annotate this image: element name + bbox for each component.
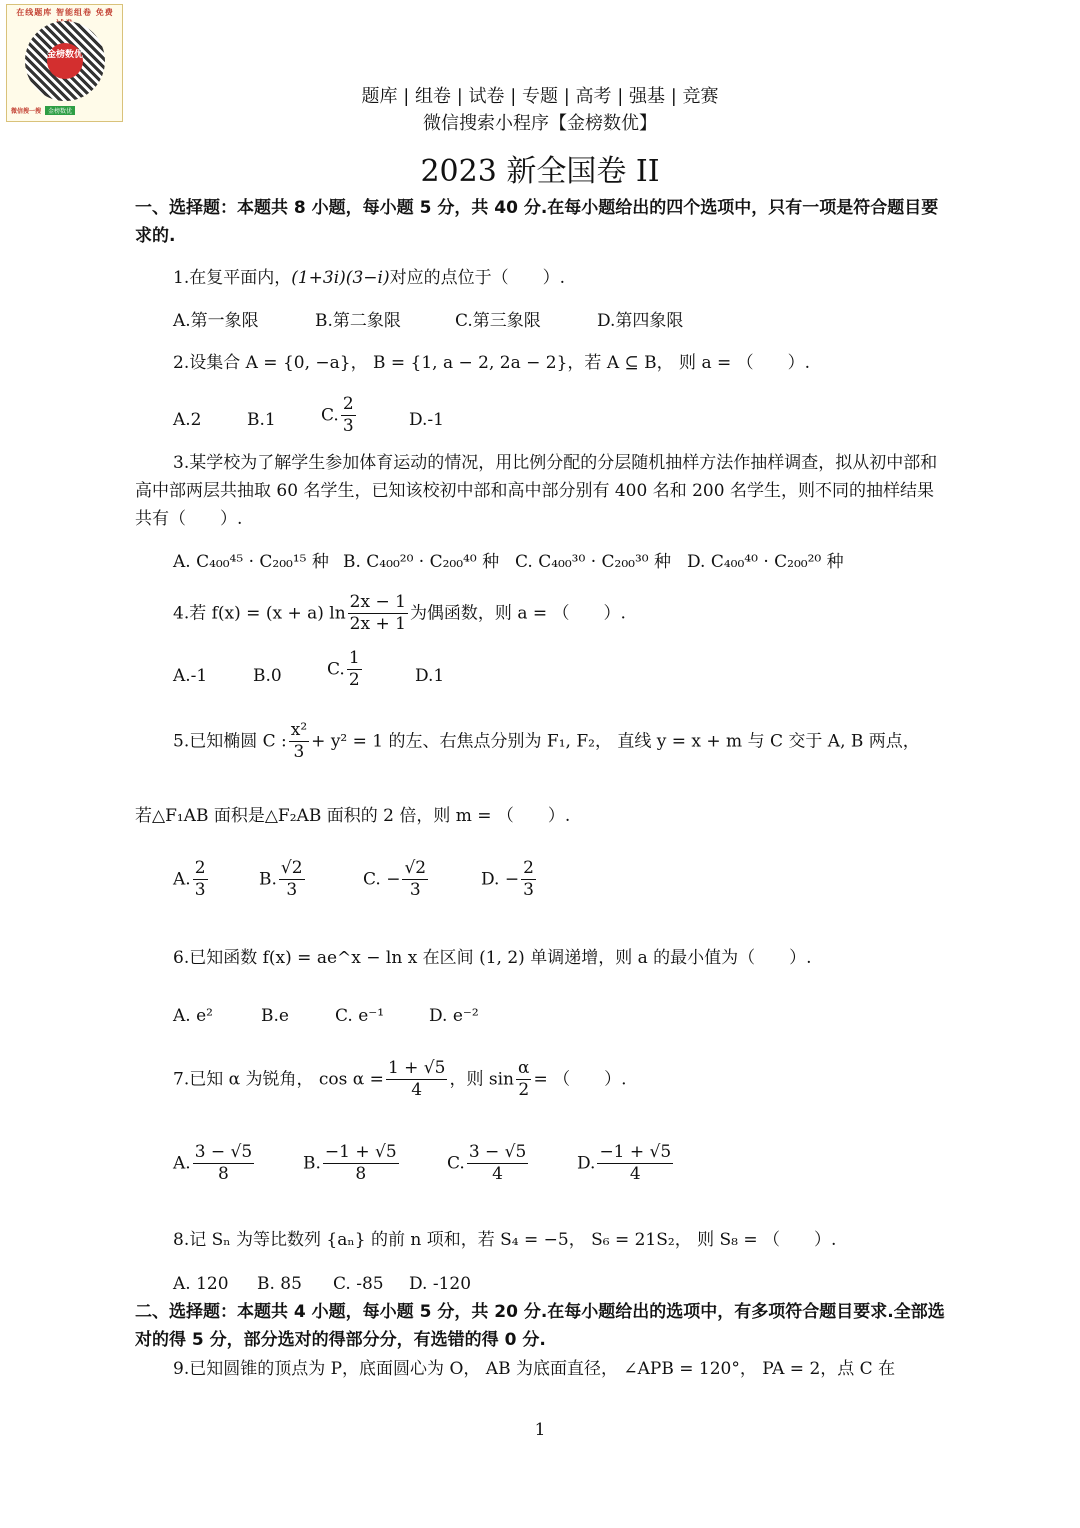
q4-c-den: 2 [348,670,360,691]
q5-den: 3 [293,742,305,763]
q4-stem-b: 为偶函数，则 a = （ ）. [409,603,626,624]
q4-num: 2x − 1 [348,592,408,614]
question-5-stem [135,720,988,764]
q7-stem-a: 7.已知 α 为锐角， cos α = [173,1069,384,1090]
page-number: 1 [534,1420,546,1440]
q2-c-pre: C. [321,405,339,426]
q8-option-d[interactable]: D. -120 [409,1274,472,1294]
q5-stem-a: 5.已知椭圆 C : [173,731,287,752]
section-2-heading: 二、选择题：本题共 4 小题，每小题 5 分，共 20 分.在每小题给出的选项中，有多项符合题目要求.全部选对的得 5 分，部分选对的得部分分，有选错的得 0 分. [135,1302,945,1350]
q5-d-num: 2 [521,858,536,880]
q5-d-den: 3 [523,880,534,901]
question-5-options [135,858,950,918]
q7-den: 4 [411,1080,423,1101]
q5-b-den: 3 [286,880,298,901]
q2-option-d[interactable]: D.-1 [409,410,444,430]
question-5-stem-cont: 若△F₁AB 面积是△F₂AB 面积的 2 倍，则 m = （ ）. [135,806,571,826]
q3-option-b[interactable]: B. C₄₀₀²⁰ · C₂₀₀⁴⁰ 种 [343,552,500,572]
q1-option-c[interactable]: C.第三象限 [455,311,541,331]
q2-option-c[interactable] [321,394,358,438]
q6-option-a[interactable]: A. e² [173,1006,213,1026]
qr-footer-left: 微信搜一搜 [11,108,42,115]
q5-option-c[interactable] [363,858,430,902]
q7-b-num: −1 + √5 [323,1142,399,1164]
q1-expr: (1+3i)(3−i) [291,268,390,288]
q1-stem-a: 1.在复平面内， [173,268,292,288]
q8-option-b[interactable]: B. 85 [257,1274,302,1294]
q7-a-pre: A. [173,1153,191,1174]
q5-num: x² [289,720,309,742]
question-7-options [135,1142,950,1202]
q7-d-num: −1 + √5 [597,1142,673,1164]
q7-b-pre: B. [303,1153,321,1174]
q7-stem-c: = （ ）. [533,1069,627,1090]
q7-den2: 2 [518,1080,530,1101]
q7-stem-b: ，则 sin [449,1069,514,1090]
q5-a-den: 3 [194,880,206,901]
q6-option-d[interactable]: D. e⁻² [429,1006,479,1026]
q5-stem-b: + y² = 1 的左、右焦点分别为 F₁, F₂， 直线 y = x + m 与 C 交于 A, B 两点， [311,731,920,752]
q4-c-num: 1 [347,648,362,670]
q7-option-b[interactable] [303,1142,401,1186]
q7-num2: α [516,1058,531,1080]
brand-logo: 金榜数优 [47,43,83,79]
q4-option-a[interactable]: A.-1 [173,666,208,686]
q2-option-b[interactable]: B.1 [247,410,276,430]
q5-b-pre: B. [259,869,277,890]
q7-option-a[interactable] [173,1142,256,1186]
q2-c-den: 3 [342,416,354,437]
q5-a-pre: A. [173,869,191,890]
q4-option-d[interactable]: D.1 [415,666,445,686]
q5-b-num: √2 [279,858,305,880]
q7-a-den: 8 [218,1164,229,1185]
q7-d-den: 4 [629,1164,641,1185]
question-7-stem [135,1058,988,1102]
q1-option-b[interactable]: B.第二象限 [315,311,401,331]
section-1-heading: 一、选择题：本题共 8 小题，每小题 5 分，共 40 分.在每小题给出的四个选项中，只有一项是符合题目要求的. [135,198,939,246]
q3-option-d[interactable]: D. C₄₀₀⁴⁰ · C₂₀₀²⁰ 种 [687,552,844,572]
question-2-stem: 2.设集合 A = {0, −a}， B = {1, a − 2, 2a − 2}，若 A ⊆ B， 则 a = （ ）. [173,353,811,373]
q2-option-a[interactable]: A.2 [173,410,202,430]
question-9-stem: 9.已知圆锥的顶点为 P，底面圆心为 O， AB 为底面直径， ∠APB = 120°， PA = 2，点 C 在 [173,1359,896,1379]
q5-d-pre: D. − [481,869,520,890]
q3-option-a[interactable]: A. C₄₀₀⁴⁵ · C₂₀₀¹⁵ 种 [173,552,329,572]
q7-option-d[interactable] [577,1142,675,1186]
q6-option-c[interactable]: C. e⁻¹ [335,1006,385,1026]
question-8-stem: 8.记 Sₙ 为等比数列 {aₙ} 的前 n 项和，若 S₄ = −5， S₆ = 21S₂， 则 S₈ = （ ）. [173,1230,837,1250]
qr-arc-text: 在线题库 智能组卷 免费 [16,7,114,17]
q7-a-num: 3 − √5 [193,1142,255,1164]
q5-option-b[interactable] [259,858,307,902]
q5-c-pre: C. − [363,869,401,890]
q1-stem-b: 对应的点位于（ ）. [389,268,565,288]
question-4-options [135,648,950,700]
q7-c-den: 4 [492,1164,503,1185]
q7-num: 1 + √5 [386,1058,448,1080]
q5-option-a[interactable] [173,858,210,902]
q4-c-pre: C. [327,659,345,680]
q1-option-d[interactable]: D.第四象限 [597,311,684,331]
q2-c-num: 2 [341,394,356,416]
q4-option-b[interactable]: B.0 [253,666,282,686]
header-subtitle: 微信搜索小程序【金榜数优】 [423,113,657,134]
question-6-stem: 6.已知函数 f(x) = ae^x − ln x 在区间 (1, 2) 单调递增，则 a 的最小值为（ ）. [173,948,812,968]
question-3-stem: 3.某学校为了解学生参加体育运动的情况，用比例分配的分层随机抽样方法作抽样调查，拟从初中部和高中部两层共抽取 60 名学生，已知该校初中部和高中部分别有 400 名和 200 名学生，则不同的抽样结果共有（ ）. [135,453,938,529]
q5-option-d[interactable] [481,858,538,902]
q5-a-num: 2 [193,858,208,880]
q7-c-pre: C. [447,1153,465,1174]
q7-d-pre: D. [577,1153,596,1174]
page-title: 2023 新全国卷 II [420,154,660,189]
q8-option-a[interactable]: A. 120 [173,1274,229,1294]
question-2-options [135,394,950,444]
q7-c-num: 3 − √5 [467,1142,529,1164]
question-1-stem [135,264,988,292]
q8-option-c[interactable]: C. -85 [333,1274,384,1294]
q7-option-c[interactable] [447,1142,530,1186]
header-nav: 题库 | 组卷 | 试卷 | 专题 | 高考 | 强基 | 竞赛 [361,86,719,107]
q3-option-c[interactable]: C. C₄₀₀³⁰ · C₂₀₀³⁰ 种 [515,552,671,572]
qr-footer-right: 金榜数优 [45,106,75,115]
q5-c-num: √2 [402,858,428,880]
q1-option-a[interactable]: A.第一象限 [173,311,259,331]
q4-den: 2x + 1 [349,614,406,635]
q7-b-den: 8 [355,1164,367,1185]
question-4-stem [135,592,988,636]
q4-option-c[interactable] [327,648,364,692]
q6-option-b[interactable]: B.e [261,1006,289,1026]
q4-stem-a: 4.若 f(x) = (x + a) ln [173,603,346,624]
q5-c-den: 3 [409,880,421,901]
